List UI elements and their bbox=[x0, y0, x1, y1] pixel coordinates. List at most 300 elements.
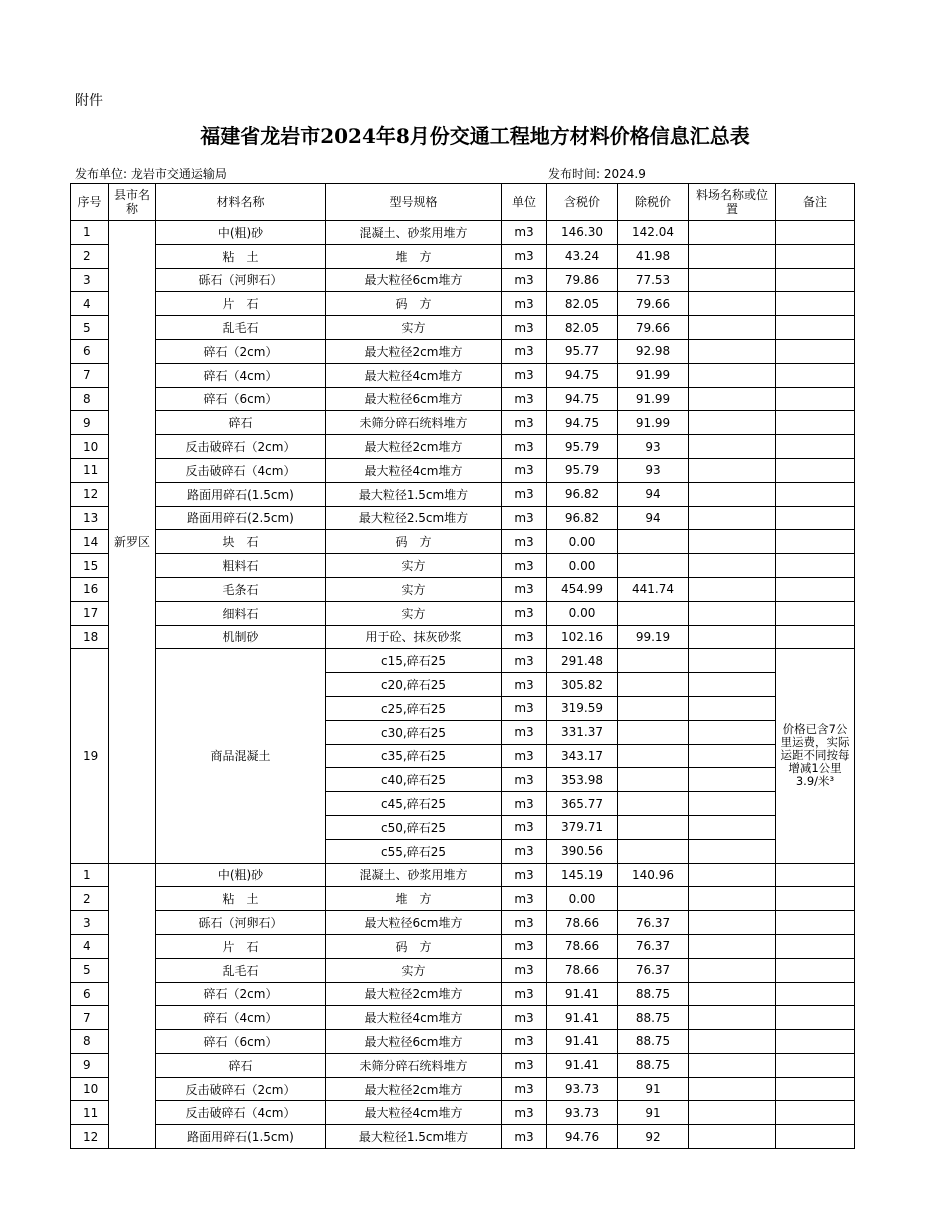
location-cell bbox=[689, 577, 776, 601]
table-row bbox=[71, 435, 855, 459]
unit-cell: m3 bbox=[502, 601, 547, 625]
spec-cell: c40,碎石25 bbox=[326, 768, 502, 792]
table-row bbox=[71, 221, 855, 245]
spec-cell: 未筛分碎石统料堆方 bbox=[326, 411, 502, 435]
material-cell: 片 石 bbox=[156, 934, 326, 958]
seq-cell: 18 bbox=[71, 625, 109, 649]
tax-incl-cell: 94.75 bbox=[547, 387, 618, 411]
annex-label: 附件 bbox=[75, 93, 103, 109]
spec-cell: 最大粒径4cm堆方 bbox=[326, 458, 502, 482]
seq-cell: 7 bbox=[71, 1006, 109, 1030]
material-cell: 砾石（河卵石） bbox=[156, 911, 326, 935]
unit-cell: m3 bbox=[502, 934, 547, 958]
table-row bbox=[71, 577, 855, 601]
tax-excl-cell: 91.99 bbox=[618, 363, 689, 387]
unit-cell: m3 bbox=[502, 744, 547, 768]
tax-incl-cell: 93.73 bbox=[547, 1077, 618, 1101]
tax-excl-cell bbox=[618, 887, 689, 911]
tax-excl-cell: 92.98 bbox=[618, 339, 689, 363]
table-row bbox=[71, 316, 855, 340]
tax-incl-cell: 145.19 bbox=[547, 863, 618, 887]
remark-cell bbox=[776, 601, 855, 625]
unit-cell: m3 bbox=[502, 363, 547, 387]
remark-cell bbox=[776, 863, 855, 887]
spec-cell: 最大粒径6cm堆方 bbox=[326, 1030, 502, 1054]
remark-cell bbox=[776, 268, 855, 292]
tax-incl-cell: 94.76 bbox=[547, 1125, 618, 1149]
unit-cell: m3 bbox=[502, 506, 547, 530]
spec-cell: 堆 方 bbox=[326, 244, 502, 268]
remark-cell bbox=[776, 530, 855, 554]
tax-incl-cell: 96.82 bbox=[547, 506, 618, 530]
location-cell bbox=[689, 221, 776, 245]
spec-cell: 最大粒径2.5cm堆方 bbox=[326, 506, 502, 530]
unit-cell: m3 bbox=[502, 316, 547, 340]
tax-incl-cell: 82.05 bbox=[547, 292, 618, 316]
spec-cell: 最大粒径1.5cm堆方 bbox=[326, 482, 502, 506]
material-cell: 片 石 bbox=[156, 292, 326, 316]
material-cell: 碎石（2cm） bbox=[156, 982, 326, 1006]
material-cell: 粘 土 bbox=[156, 887, 326, 911]
remark-cell bbox=[776, 458, 855, 482]
tax-incl-cell: 379.71 bbox=[547, 815, 618, 839]
unit-cell: m3 bbox=[502, 1053, 547, 1077]
table-row bbox=[71, 292, 855, 316]
tax-excl-cell bbox=[618, 673, 689, 697]
header-county: 县市名称 bbox=[109, 184, 156, 221]
remark-cell bbox=[776, 934, 855, 958]
table-row bbox=[71, 482, 855, 506]
seq-cell: 10 bbox=[71, 435, 109, 459]
county-cell bbox=[109, 863, 156, 1149]
seq-cell: 5 bbox=[71, 316, 109, 340]
tax-incl-cell: 0.00 bbox=[547, 601, 618, 625]
spec-cell: 混凝土、砂浆用堆方 bbox=[326, 863, 502, 887]
location-cell bbox=[689, 720, 776, 744]
remark-cell bbox=[776, 339, 855, 363]
unit-cell: m3 bbox=[502, 1077, 547, 1101]
tax-incl-cell: 390.56 bbox=[547, 839, 618, 863]
page-title: 福建省龙岩市2024年8月份交通工程地方材料价格信息汇总表 bbox=[200, 124, 750, 148]
tax-excl-cell bbox=[618, 768, 689, 792]
table-row bbox=[71, 1030, 855, 1054]
seq-cell: 3 bbox=[71, 911, 109, 935]
material-cell: 反击破碎石（2cm） bbox=[156, 1077, 326, 1101]
tax-excl-cell: 79.66 bbox=[618, 316, 689, 340]
location-cell bbox=[689, 982, 776, 1006]
header-seq: 序号 bbox=[71, 184, 109, 221]
remark-note: 价格已含7公里运费，实际运距不同按每增减1公里3.9/米³ bbox=[776, 649, 855, 863]
table-row bbox=[71, 244, 855, 268]
tax-excl-cell: 92 bbox=[618, 1125, 689, 1149]
spec-cell: 用于砼、抹灰砂浆 bbox=[326, 625, 502, 649]
unit-cell: m3 bbox=[502, 982, 547, 1006]
tax-excl-cell: 76.37 bbox=[618, 934, 689, 958]
material-cell: 反击破碎石（2cm） bbox=[156, 435, 326, 459]
unit-cell: m3 bbox=[502, 720, 547, 744]
tax-excl-cell: 79.66 bbox=[618, 292, 689, 316]
remark-cell bbox=[776, 1125, 855, 1149]
spec-cell: c15,碎石25 bbox=[326, 649, 502, 673]
location-cell bbox=[689, 268, 776, 292]
location-cell bbox=[689, 458, 776, 482]
table-row bbox=[71, 1053, 855, 1077]
location-cell bbox=[689, 482, 776, 506]
header-tax-incl: 含税价 bbox=[547, 184, 618, 221]
unit-cell: m3 bbox=[502, 958, 547, 982]
table-row bbox=[71, 1006, 855, 1030]
spec-cell: 最大粒径4cm堆方 bbox=[326, 1006, 502, 1030]
table-row bbox=[71, 554, 855, 578]
location-cell bbox=[689, 411, 776, 435]
seq-cell: 8 bbox=[71, 1030, 109, 1054]
tax-excl-cell: 88.75 bbox=[618, 1053, 689, 1077]
tax-incl-cell: 79.86 bbox=[547, 268, 618, 292]
table-row bbox=[71, 982, 855, 1006]
seq-cell: 2 bbox=[71, 244, 109, 268]
tax-excl-cell bbox=[618, 792, 689, 816]
location-cell bbox=[689, 625, 776, 649]
tax-excl-cell: 142.04 bbox=[618, 221, 689, 245]
table-row bbox=[71, 1077, 855, 1101]
spec-cell: 最大粒径6cm堆方 bbox=[326, 268, 502, 292]
material-cell: 路面用碎石(1.5cm) bbox=[156, 482, 326, 506]
tax-incl-cell: 78.66 bbox=[547, 934, 618, 958]
tax-incl-cell: 95.79 bbox=[547, 458, 618, 482]
spec-cell: 最大粒径6cm堆方 bbox=[326, 911, 502, 935]
remark-cell bbox=[776, 363, 855, 387]
material-cell: 碎石（6cm） bbox=[156, 1030, 326, 1054]
seq-cell: 6 bbox=[71, 339, 109, 363]
header-remark: 备注 bbox=[776, 184, 855, 221]
tax-excl-cell: 91 bbox=[618, 1077, 689, 1101]
seq-cell: 11 bbox=[71, 1101, 109, 1125]
remark-cell bbox=[776, 292, 855, 316]
remark-cell bbox=[776, 387, 855, 411]
header-row bbox=[71, 184, 855, 221]
tax-excl-cell bbox=[618, 744, 689, 768]
seq-cell: 13 bbox=[71, 506, 109, 530]
material-cell: 机制砂 bbox=[156, 625, 326, 649]
tax-incl-cell: 454.99 bbox=[547, 577, 618, 601]
material-cell: 碎石（4cm） bbox=[156, 1006, 326, 1030]
material-cell: 碎石（4cm） bbox=[156, 363, 326, 387]
tax-incl-cell: 0.00 bbox=[547, 887, 618, 911]
unit-cell: m3 bbox=[502, 577, 547, 601]
tax-incl-cell: 82.05 bbox=[547, 316, 618, 340]
tax-incl-cell: 102.16 bbox=[547, 625, 618, 649]
location-cell bbox=[689, 339, 776, 363]
material-cell: 粘 土 bbox=[156, 244, 326, 268]
seq-cell: 17 bbox=[71, 601, 109, 625]
material-cell: 路面用碎石(2.5cm) bbox=[156, 506, 326, 530]
material-cell: 乱毛石 bbox=[156, 316, 326, 340]
remark-cell bbox=[776, 911, 855, 935]
tax-incl-cell: 305.82 bbox=[547, 673, 618, 697]
table-row bbox=[71, 339, 855, 363]
unit-cell: m3 bbox=[502, 435, 547, 459]
tax-incl-cell: 331.37 bbox=[547, 720, 618, 744]
tax-excl-cell bbox=[618, 530, 689, 554]
tax-incl-cell: 343.17 bbox=[547, 744, 618, 768]
unit-cell: m3 bbox=[502, 696, 547, 720]
location-cell bbox=[689, 1125, 776, 1149]
location-cell bbox=[689, 792, 776, 816]
material-cell: 砾石（河卵石） bbox=[156, 268, 326, 292]
material-cell: 中(粗)砂 bbox=[156, 221, 326, 245]
remark-cell bbox=[776, 1006, 855, 1030]
spec-cell: 实方 bbox=[326, 958, 502, 982]
spec-cell: 实方 bbox=[326, 601, 502, 625]
unit-cell: m3 bbox=[502, 815, 547, 839]
tax-excl-cell: 76.37 bbox=[618, 958, 689, 982]
location-cell bbox=[689, 601, 776, 625]
remark-cell bbox=[776, 982, 855, 1006]
table-row bbox=[71, 1125, 855, 1149]
location-cell bbox=[689, 744, 776, 768]
location-cell bbox=[689, 1053, 776, 1077]
unit-cell: m3 bbox=[502, 887, 547, 911]
location-cell bbox=[689, 435, 776, 459]
tax-incl-cell: 94.75 bbox=[547, 363, 618, 387]
unit-cell: m3 bbox=[502, 625, 547, 649]
unit-cell: m3 bbox=[502, 268, 547, 292]
tax-incl-cell: 96.82 bbox=[547, 482, 618, 506]
header-unit: 单位 bbox=[502, 184, 547, 221]
material-cell: 商品混凝土 bbox=[156, 649, 326, 863]
seq-cell: 6 bbox=[71, 982, 109, 1006]
location-cell bbox=[689, 292, 776, 316]
remark-cell bbox=[776, 577, 855, 601]
tax-excl-cell: 41.98 bbox=[618, 244, 689, 268]
spec-cell: 最大粒径2cm堆方 bbox=[326, 435, 502, 459]
tax-incl-cell: 78.66 bbox=[547, 911, 618, 935]
seq-cell: 19 bbox=[71, 649, 109, 863]
seq-cell: 2 bbox=[71, 887, 109, 911]
remark-cell bbox=[776, 1077, 855, 1101]
remark-cell bbox=[776, 506, 855, 530]
spec-cell: c55,碎石25 bbox=[326, 839, 502, 863]
table-row bbox=[71, 506, 855, 530]
remark-cell bbox=[776, 1053, 855, 1077]
tax-excl-cell: 91 bbox=[618, 1101, 689, 1125]
remark-cell bbox=[776, 244, 855, 268]
tax-incl-cell: 365.77 bbox=[547, 792, 618, 816]
location-cell bbox=[689, 363, 776, 387]
seq-cell: 5 bbox=[71, 958, 109, 982]
spec-cell: c20,碎石25 bbox=[326, 673, 502, 697]
price-table bbox=[70, 183, 855, 1149]
seq-cell: 7 bbox=[71, 363, 109, 387]
seq-cell: 12 bbox=[71, 482, 109, 506]
remark-cell bbox=[776, 482, 855, 506]
spec-cell: 实方 bbox=[326, 316, 502, 340]
unit-cell: m3 bbox=[502, 411, 547, 435]
table-row bbox=[71, 863, 855, 887]
tax-excl-cell bbox=[618, 839, 689, 863]
tax-incl-cell: 91.41 bbox=[547, 1030, 618, 1054]
location-cell bbox=[689, 1006, 776, 1030]
unit-cell: m3 bbox=[502, 339, 547, 363]
header-spec: 型号规格 bbox=[326, 184, 502, 221]
table-row bbox=[71, 411, 855, 435]
tax-incl-cell: 91.41 bbox=[547, 982, 618, 1006]
remark-cell bbox=[776, 625, 855, 649]
unit-cell: m3 bbox=[502, 387, 547, 411]
table-row bbox=[71, 363, 855, 387]
seq-cell: 4 bbox=[71, 934, 109, 958]
spec-cell: 码 方 bbox=[326, 530, 502, 554]
material-cell: 细料石 bbox=[156, 601, 326, 625]
tax-incl-cell: 0.00 bbox=[547, 554, 618, 578]
unit-cell: m3 bbox=[502, 673, 547, 697]
unit-cell: m3 bbox=[502, 1125, 547, 1149]
spec-cell: c50,碎石25 bbox=[326, 815, 502, 839]
tax-excl-cell bbox=[618, 815, 689, 839]
unit-cell: m3 bbox=[502, 768, 547, 792]
location-cell bbox=[689, 934, 776, 958]
material-cell: 反击破碎石（4cm） bbox=[156, 1101, 326, 1125]
remark-cell bbox=[776, 411, 855, 435]
location-cell bbox=[689, 530, 776, 554]
table-row bbox=[71, 958, 855, 982]
remark-cell bbox=[776, 958, 855, 982]
spec-cell: 码 方 bbox=[326, 934, 502, 958]
tax-incl-cell: 43.24 bbox=[547, 244, 618, 268]
tax-excl-cell: 77.53 bbox=[618, 268, 689, 292]
unit-cell: m3 bbox=[502, 458, 547, 482]
material-cell: 乱毛石 bbox=[156, 958, 326, 982]
tax-excl-cell: 91.99 bbox=[618, 411, 689, 435]
material-cell: 毛条石 bbox=[156, 577, 326, 601]
table-row bbox=[71, 649, 855, 673]
material-cell: 碎石 bbox=[156, 411, 326, 435]
unit-cell: m3 bbox=[502, 839, 547, 863]
location-cell bbox=[689, 815, 776, 839]
spec-cell: 未筛分碎石统料堆方 bbox=[326, 1053, 502, 1077]
tax-incl-cell: 91.41 bbox=[547, 1006, 618, 1030]
material-cell: 粗料石 bbox=[156, 554, 326, 578]
location-cell bbox=[689, 244, 776, 268]
spec-cell: c35,碎石25 bbox=[326, 744, 502, 768]
location-cell bbox=[689, 1030, 776, 1054]
material-cell: 碎石 bbox=[156, 1053, 326, 1077]
table-row bbox=[71, 887, 855, 911]
tax-excl-cell: 91.99 bbox=[618, 387, 689, 411]
seq-cell: 11 bbox=[71, 458, 109, 482]
location-cell bbox=[689, 768, 776, 792]
seq-cell: 1 bbox=[71, 221, 109, 245]
tax-incl-cell: 291.48 bbox=[547, 649, 618, 673]
tax-excl-cell bbox=[618, 601, 689, 625]
table-row bbox=[71, 934, 855, 958]
tax-excl-cell: 99.19 bbox=[618, 625, 689, 649]
tax-excl-cell bbox=[618, 720, 689, 744]
seq-cell: 15 bbox=[71, 554, 109, 578]
material-cell: 块 石 bbox=[156, 530, 326, 554]
table-row bbox=[71, 458, 855, 482]
remark-cell bbox=[776, 1101, 855, 1125]
tax-excl-cell: 93 bbox=[618, 435, 689, 459]
spec-cell: 最大粒径4cm堆方 bbox=[326, 363, 502, 387]
unit-cell: m3 bbox=[502, 530, 547, 554]
table-row bbox=[71, 1101, 855, 1125]
spec-cell: 堆 方 bbox=[326, 887, 502, 911]
table-row bbox=[71, 268, 855, 292]
county-cell: 新罗区 bbox=[109, 221, 156, 864]
remark-cell bbox=[776, 435, 855, 459]
remark-cell bbox=[776, 221, 855, 245]
tax-excl-cell: 94 bbox=[618, 506, 689, 530]
tax-incl-cell: 353.98 bbox=[547, 768, 618, 792]
seq-cell: 12 bbox=[71, 1125, 109, 1149]
header-tax-excl: 除税价 bbox=[618, 184, 689, 221]
spec-cell: 实方 bbox=[326, 577, 502, 601]
seq-cell: 9 bbox=[71, 1053, 109, 1077]
location-cell bbox=[689, 387, 776, 411]
location-cell bbox=[689, 673, 776, 697]
tax-incl-cell: 146.30 bbox=[547, 221, 618, 245]
tax-incl-cell: 95.79 bbox=[547, 435, 618, 459]
publish-time: 发布时间: 2024.9 bbox=[548, 167, 646, 181]
tax-excl-cell bbox=[618, 554, 689, 578]
tax-excl-cell: 94 bbox=[618, 482, 689, 506]
spec-cell: c25,碎石25 bbox=[326, 696, 502, 720]
header-location: 料场名称或位置 bbox=[689, 184, 776, 221]
unit-cell: m3 bbox=[502, 863, 547, 887]
location-cell bbox=[689, 316, 776, 340]
tax-incl-cell: 78.66 bbox=[547, 958, 618, 982]
spec-cell: 最大粒径2cm堆方 bbox=[326, 982, 502, 1006]
unit-cell: m3 bbox=[502, 244, 547, 268]
spec-cell: 实方 bbox=[326, 554, 502, 578]
spec-cell: c45,碎石25 bbox=[326, 792, 502, 816]
unit-cell: m3 bbox=[502, 792, 547, 816]
header-material: 材料名称 bbox=[156, 184, 326, 221]
unit-cell: m3 bbox=[502, 911, 547, 935]
location-cell bbox=[689, 649, 776, 673]
spec-cell: 混凝土、砂浆用堆方 bbox=[326, 221, 502, 245]
tax-excl-cell: 88.75 bbox=[618, 1006, 689, 1030]
seq-cell: 14 bbox=[71, 530, 109, 554]
spec-cell: c30,碎石25 bbox=[326, 720, 502, 744]
tax-excl-cell: 88.75 bbox=[618, 982, 689, 1006]
seq-cell: 9 bbox=[71, 411, 109, 435]
remark-cell bbox=[776, 316, 855, 340]
table-row bbox=[71, 911, 855, 935]
seq-cell: 4 bbox=[71, 292, 109, 316]
location-cell bbox=[689, 554, 776, 578]
tax-excl-cell: 93 bbox=[618, 458, 689, 482]
location-cell bbox=[689, 1077, 776, 1101]
tax-incl-cell: 0.00 bbox=[547, 530, 618, 554]
material-cell: 中(粗)砂 bbox=[156, 863, 326, 887]
location-cell bbox=[689, 911, 776, 935]
tax-incl-cell: 91.41 bbox=[547, 1053, 618, 1077]
spec-cell: 码 方 bbox=[326, 292, 502, 316]
location-cell bbox=[689, 887, 776, 911]
tax-excl-cell: 76.37 bbox=[618, 911, 689, 935]
tax-incl-cell: 93.73 bbox=[547, 1101, 618, 1125]
tax-excl-cell: 140.96 bbox=[618, 863, 689, 887]
unit-cell: m3 bbox=[502, 221, 547, 245]
remark-cell bbox=[776, 1030, 855, 1054]
tax-incl-cell: 94.75 bbox=[547, 411, 618, 435]
tax-excl-cell bbox=[618, 649, 689, 673]
spec-cell: 最大粒径2cm堆方 bbox=[326, 1077, 502, 1101]
publisher: 发布单位: 龙岩市交通运输局 bbox=[75, 167, 227, 181]
location-cell bbox=[689, 506, 776, 530]
